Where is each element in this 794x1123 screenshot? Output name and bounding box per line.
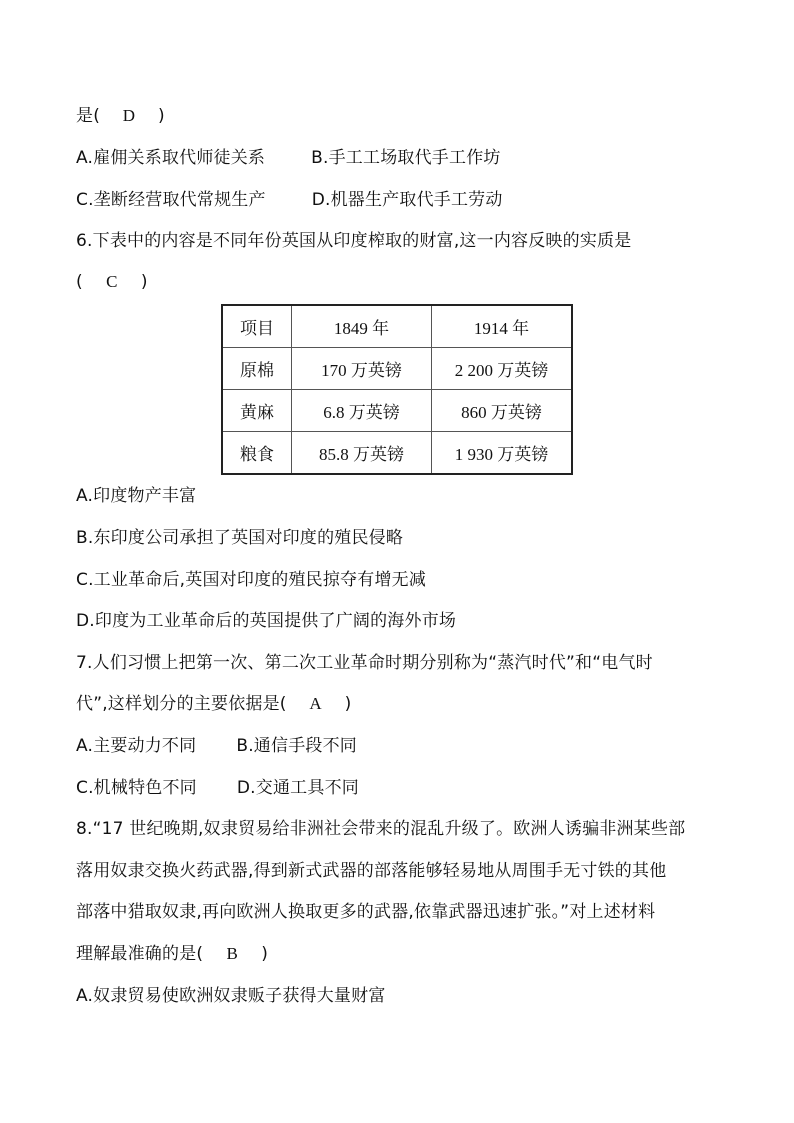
table-cell: 860 万英镑 <box>432 390 573 432</box>
q8-stem-line4: 理解最准确的是( B ) <box>76 944 269 964</box>
table-cell: 2 200 万英镑 <box>432 348 573 390</box>
q8-stem-line2: 落用奴隶交换火药武器,得到新式武器的部落能够轻易地从周围手无寸铁的其他 <box>76 861 667 881</box>
q5-options-row2 <box>76 188 503 212</box>
q7-option-a: A.主要动力不同 <box>76 736 197 756</box>
q6-option-a: A.印度物产丰富 <box>76 486 197 506</box>
table-header-cell: 1849 年 <box>292 305 432 348</box>
q7-option-b: B.通信手段不同 <box>236 736 358 756</box>
q8-stem-line3: 部落中猎取奴隶,再向欧洲人换取更多的武器,依靠武器迅速扩张。”对上述材料 <box>76 902 656 922</box>
q7-option-d: D.交通工具不同 <box>236 778 359 798</box>
table-cell: 170 万英镑 <box>292 348 432 390</box>
q5-option-d: D.机器生产取代手工劳动 <box>311 190 503 210</box>
q7-options-row1 <box>76 734 357 758</box>
q5-option-a: A.雇佣关系取代师徒关系 <box>76 148 266 168</box>
table-cell: 粮食 <box>222 432 292 475</box>
q6-answer: C <box>106 272 118 291</box>
q7-option-c: C.机械特色不同 <box>76 778 197 798</box>
table-header-cell: 1914 年 <box>432 305 573 348</box>
q7-answer: A <box>309 694 322 713</box>
q8-option-a: A.奴隶贸易使欧洲奴隶贩子获得大量财富 <box>76 986 386 1006</box>
q6-option-c: C.工业革命后,英国对印度的殖民掠夺有增无减 <box>76 570 427 590</box>
q5-options-row1 <box>76 146 501 170</box>
table-row <box>222 390 572 432</box>
table-cell: 黄麻 <box>222 390 292 432</box>
table-cell: 85.8 万英镑 <box>292 432 432 475</box>
q7-stem-line1: 7.人们习惯上把第一次、第二次工业革命时期分别称为“蒸汽时代”和“电气时 <box>76 653 653 673</box>
q6-answer-line: ( C ) <box>76 272 148 292</box>
q6-option-d: D.印度为工业革命后的英国提供了广阔的海外市场 <box>76 611 457 631</box>
q5-option-b: B.手工工场取代手工作坊 <box>311 148 501 168</box>
table-row <box>222 432 572 475</box>
q7-stem-line2: 代”,这样划分的主要依据是( A ) <box>76 694 352 714</box>
table-row <box>222 348 572 390</box>
q5-stem-text: 是( <box>76 106 101 126</box>
table-cell: 6.8 万英镑 <box>292 390 432 432</box>
table-header-row <box>222 305 572 348</box>
q5-answer: D <box>122 106 136 125</box>
q5-stem-tail: 是( D ) <box>76 106 165 126</box>
q8-answer: B <box>226 944 238 963</box>
table-cell: 原棉 <box>222 348 292 390</box>
table-header-cell: 项目 <box>222 305 292 348</box>
table-cell: 1 930 万英镑 <box>432 432 573 475</box>
q8-stem-line1: 8.“17 世纪晚期,奴隶贸易给非洲社会带来的混乱升级了。欧洲人诱骗非洲某些部 <box>76 819 686 839</box>
q7-options-row2 <box>76 776 359 800</box>
wealth-table <box>221 304 573 475</box>
q6-option-b: B.东印度公司承担了英国对印度的殖民侵略 <box>76 528 404 548</box>
q5-option-c: C.垄断经营取代常规生产 <box>76 190 266 210</box>
q6-stem: 6.下表中的内容是不同年份英国从印度榨取的财富,这一内容反映的实质是 <box>76 231 632 251</box>
